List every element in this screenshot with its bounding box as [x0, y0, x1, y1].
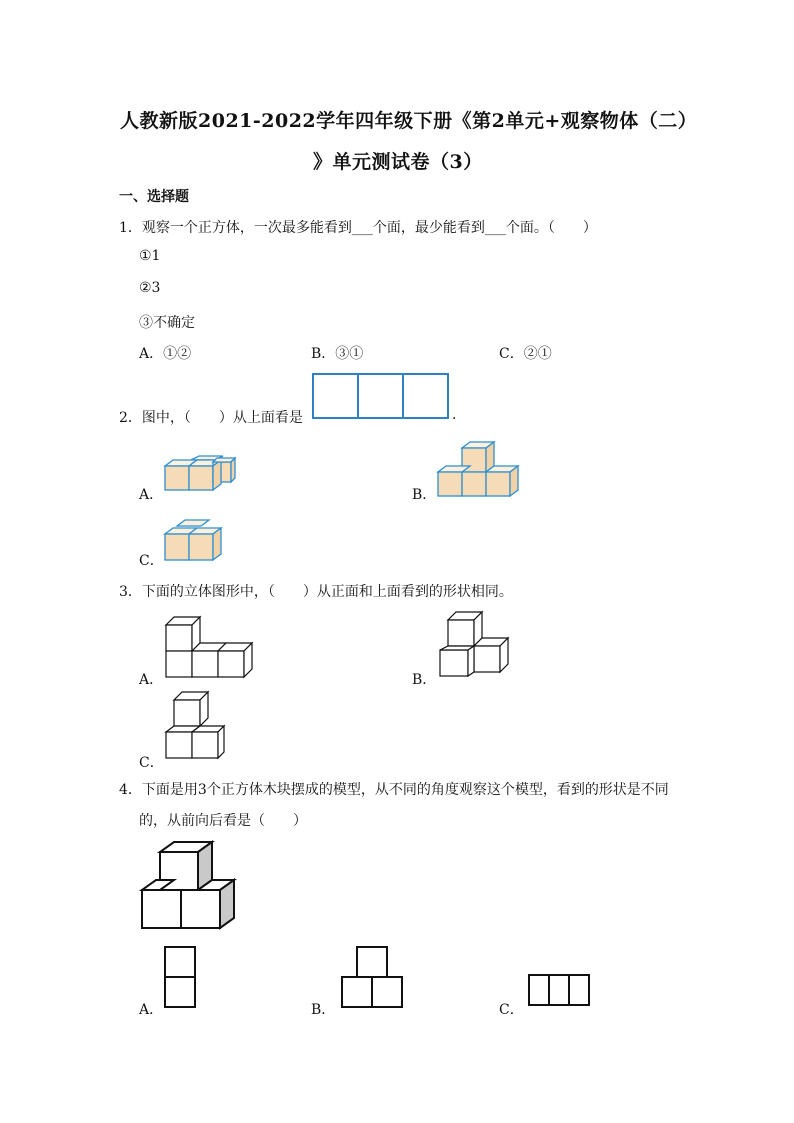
- question-2-option-c-figure[interactable]: [163, 520, 227, 564]
- question-2-option-b[interactable]: B．: [412, 487, 437, 503]
- question-1-option-b[interactable]: B．③①: [311, 346, 364, 362]
- question-4-option-c-figure[interactable]: [528, 974, 592, 1006]
- section-heading: 一、选择题: [119, 189, 189, 205]
- question-4-text-line1: 4．下面是用3个正方体木块摆成的模型，从不同的角度观察这个模型，看到的形状是不同: [119, 782, 669, 798]
- question-1-text: 1．观察一个正方体，一次最多能看到___个面，最少能看到___个面。（ ）: [119, 220, 597, 236]
- question-3-option-c-figure[interactable]: [164, 690, 228, 762]
- question-4-option-b[interactable]: B．: [311, 1002, 336, 1018]
- question-4-option-b-figure[interactable]: [341, 946, 403, 1008]
- page-title-line2: 》单元测试卷（3）: [313, 151, 483, 173]
- question-3-text: 3．下面的立体图形中，（ ）从正面和上面看到的形状相同。: [119, 584, 513, 600]
- question-1-item: ①1: [139, 248, 161, 264]
- question-3-option-a[interactable]: A．: [139, 672, 164, 688]
- question-2-option-c[interactable]: C．: [139, 553, 164, 569]
- question-2-option-b-figure[interactable]: [438, 440, 524, 498]
- question-2-option-a[interactable]: A．: [139, 487, 164, 503]
- question-4-option-a-figure[interactable]: [164, 946, 196, 1008]
- question-2-text: 2．图中，（ ）从上面看是: [119, 410, 303, 426]
- question-1-item: ②3: [139, 280, 161, 296]
- question-1-item: ③不确定: [139, 315, 195, 331]
- question-4-text-line2: 的，从前向后看是（ ）: [139, 813, 307, 829]
- question-1-option-a[interactable]: A．①②: [139, 346, 192, 362]
- question-3-option-a-figure[interactable]: [164, 615, 254, 681]
- question-4-model-figure: [140, 840, 240, 932]
- question-4-option-a[interactable]: A．: [139, 1002, 164, 1018]
- question-2-period: .: [452, 407, 457, 423]
- question-2-option-a-figure[interactable]: [163, 456, 239, 500]
- question-1-option-c[interactable]: C．②①: [499, 346, 552, 362]
- question-4-option-c[interactable]: C．: [499, 1002, 524, 1018]
- question-2-top-view-figure: [312, 373, 450, 419]
- page-title-line1: 人教新版2021-2022学年四年级下册《第2单元+观察物体（二）: [120, 110, 698, 132]
- question-3-option-b[interactable]: B．: [412, 672, 437, 688]
- question-3-option-c[interactable]: C．: [139, 755, 164, 771]
- question-3-option-b-figure[interactable]: [438, 610, 514, 680]
